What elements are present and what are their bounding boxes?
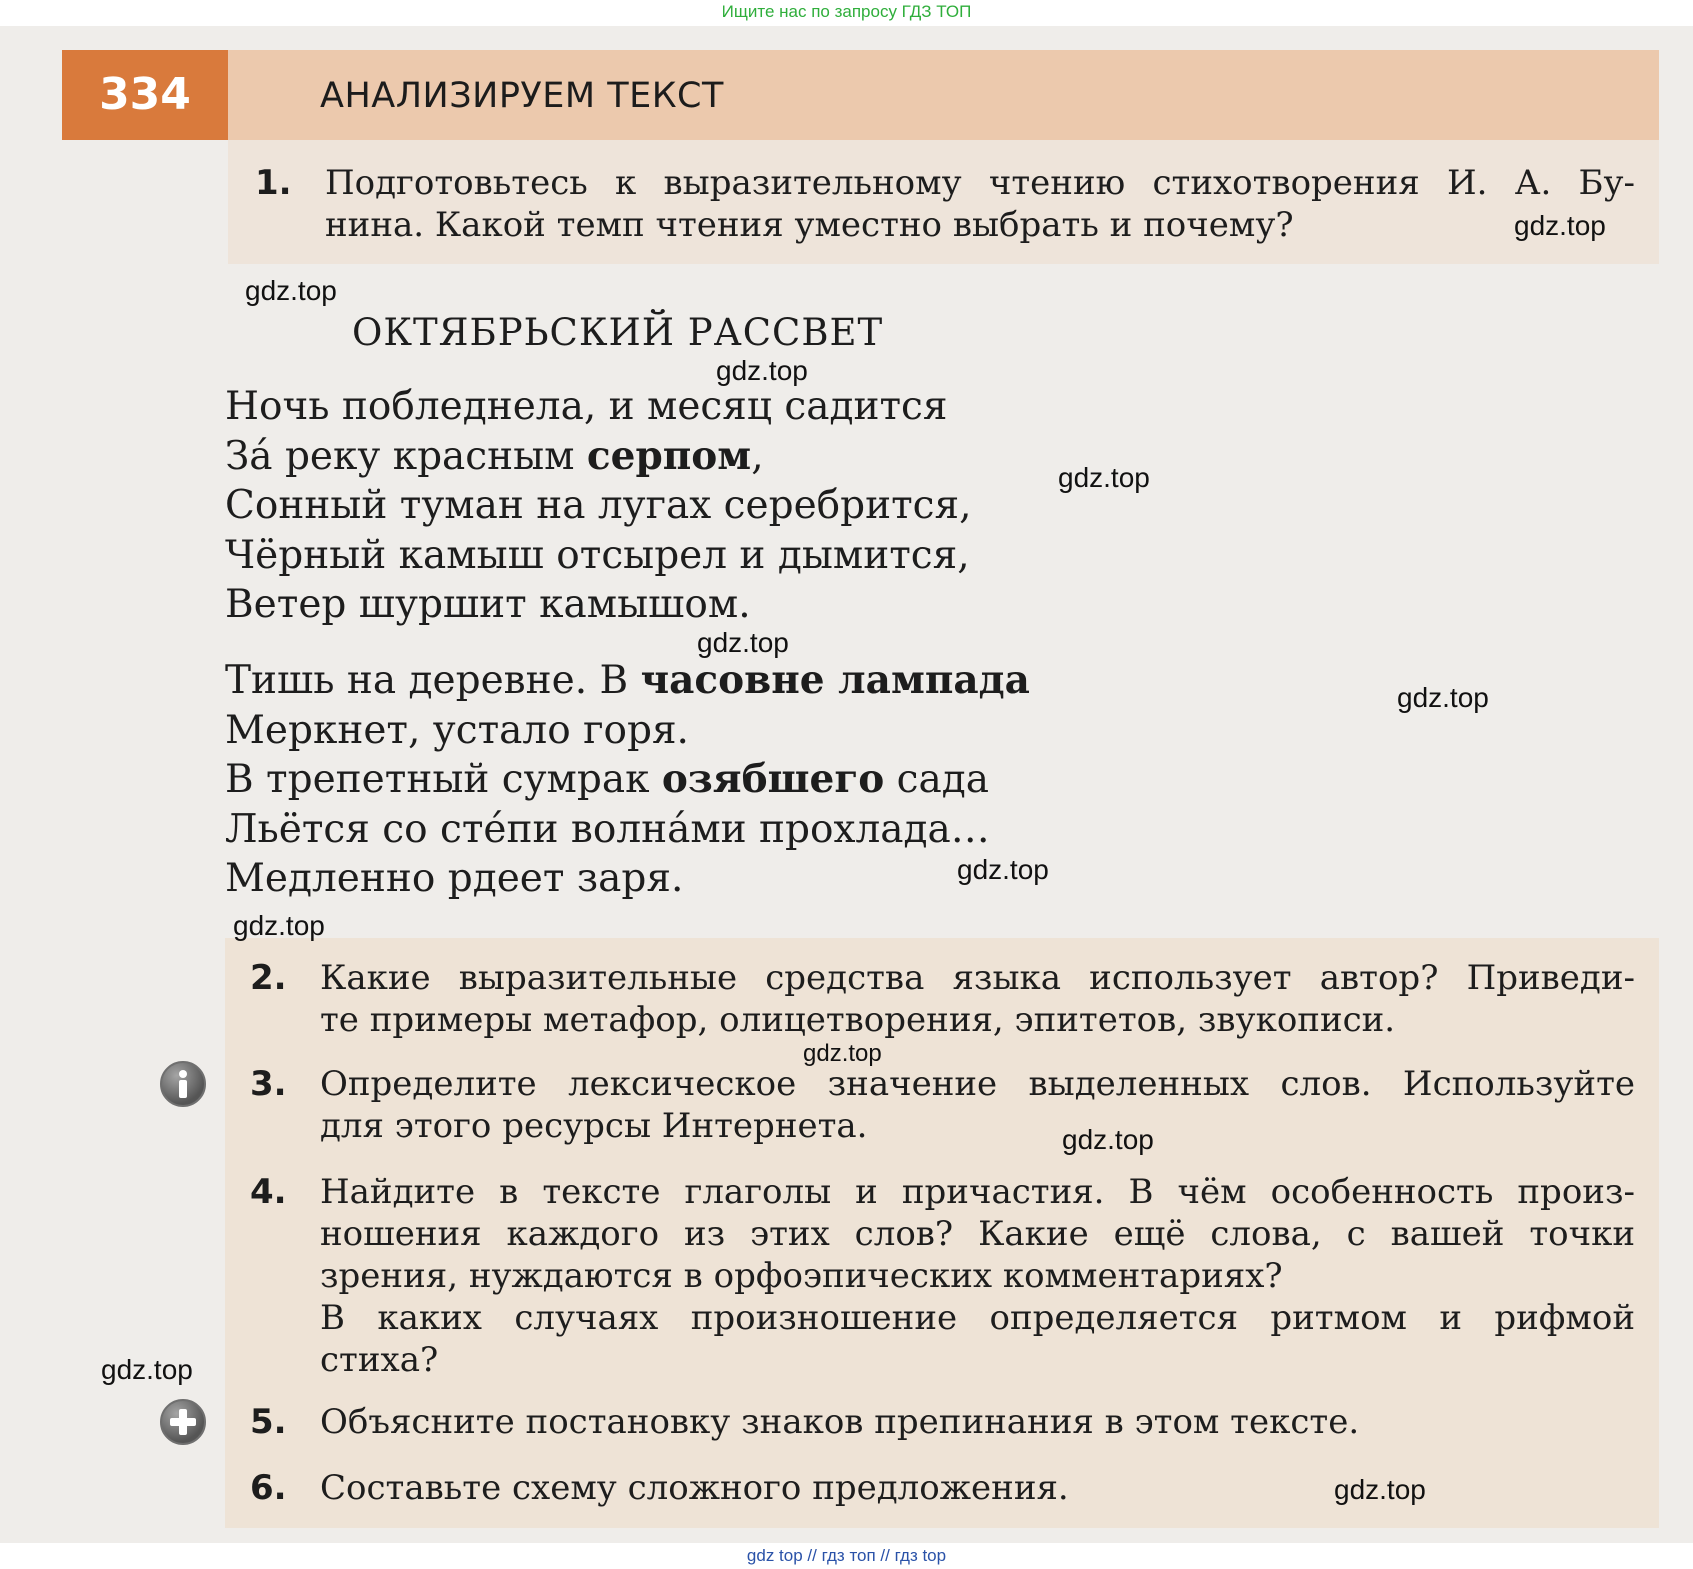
poem-line: В трепетный сумрак озябшего сада — [225, 756, 990, 802]
task-text — [320, 1401, 1635, 1443]
poem-line: Медленно рдеет заря. — [225, 856, 684, 901]
watermark: gdz.top — [245, 275, 337, 306]
highlighted-word: часовне лампада — [640, 657, 1030, 703]
task-number: 6. — [250, 1468, 287, 1508]
highlighted-word: озябшего — [661, 756, 885, 802]
task-number: 3. — [250, 1064, 287, 1104]
task-line: для этого ресурсы Интернета. — [320, 1106, 868, 1146]
task-text — [320, 957, 1635, 1041]
watermark: gdz.top — [1058, 462, 1150, 493]
poem-line: Тишь на деревне. В часовне лампада — [225, 657, 1030, 703]
task-line: В каких случаях произношение определяется ритмом и рифмой — [320, 1298, 1635, 1338]
poem-line: Ночь побледнела, и месяц садится — [225, 384, 948, 429]
watermark: gdz.top — [803, 1040, 882, 1067]
info-icon[interactable] — [160, 1061, 206, 1107]
task-line: Объясните постановку знаков препинания в этом тексте. — [320, 1402, 1360, 1442]
watermark: gdz.top — [233, 910, 325, 941]
watermark: gdz.top — [716, 355, 808, 386]
top-banner[interactable]: Ищите нас по запросу ГДЗ ТОП — [0, 0, 1693, 26]
task-line: Какие выразительные средства языка использует автор? Приведи- — [320, 958, 1635, 998]
task-text — [320, 1171, 1635, 1381]
watermark: gdz.top — [957, 854, 1049, 885]
poem-line: За́ реку красным серпом, — [225, 432, 764, 479]
task-line: нина. Какой темп чтения уместно выбрать и почему? — [325, 205, 1294, 245]
poem-line: Ветер шуршит камышом. — [225, 582, 751, 627]
task-text — [320, 1467, 1635, 1509]
watermark: gdz.top — [101, 1354, 193, 1385]
task-text — [325, 162, 1635, 246]
poem-stanza-1 — [225, 382, 972, 630]
poem-title: ОКТЯБРЬСКИЙ РАССВЕТ — [352, 311, 884, 354]
plus-icon[interactable] — [160, 1399, 206, 1445]
task-line: те примеры метафор, олицетворения, эпитетов, звукописи. — [320, 1000, 1396, 1040]
poem-line: Чёрный камыш отсырел и дымится, — [225, 532, 970, 578]
poem-line: Сонный туман на лугах серебрится, — [225, 483, 972, 528]
task-number: 5. — [250, 1402, 287, 1442]
task-number: 2. — [250, 958, 287, 998]
poem-line: Льётся со сте́пи волна́ми прохлада… — [225, 806, 990, 852]
task-number: 4. — [250, 1172, 287, 1212]
task-line: Подготовьтесь к выразительному чтению стихотворения И. А. Бу- — [325, 163, 1635, 203]
poem-line: Меркнет, устало горя. — [225, 707, 689, 753]
task-line: ношения каждого из этих слов? Какие ещё слова, с вашей точки — [320, 1214, 1635, 1254]
highlighted-word: серпом — [586, 432, 752, 479]
watermark: gdz.top — [1062, 1124, 1154, 1155]
watermark: gdz.top — [697, 627, 789, 658]
task-text — [320, 1063, 1635, 1147]
poem-stanza-2 — [225, 656, 1030, 904]
exercise-header — [228, 50, 1659, 140]
watermark: gdz.top — [1514, 210, 1606, 241]
task-number: 1. — [255, 163, 292, 203]
exercise-title: АНАЛИЗИРУЕМ ТЕКСТ — [320, 76, 724, 116]
task-line: Определите лексическое значение выделенных слов. Используйте — [320, 1064, 1635, 1104]
exercise-number: 334 — [62, 50, 228, 140]
bottom-banner[interactable]: gdz top // гдз топ // гдз top — [0, 1543, 1693, 1569]
watermark: gdz.top — [1334, 1474, 1426, 1505]
task-line: зрения, нуждаются в орфоэпических комментариях? — [320, 1256, 1283, 1296]
task-line: Составьте схему сложного предложения. — [320, 1468, 1069, 1508]
task-line: стиха? — [320, 1340, 439, 1380]
task-line: Найдите в тексте глаголы и причастия. В чём особенность произ- — [320, 1172, 1635, 1212]
watermark: gdz.top — [1397, 682, 1489, 713]
